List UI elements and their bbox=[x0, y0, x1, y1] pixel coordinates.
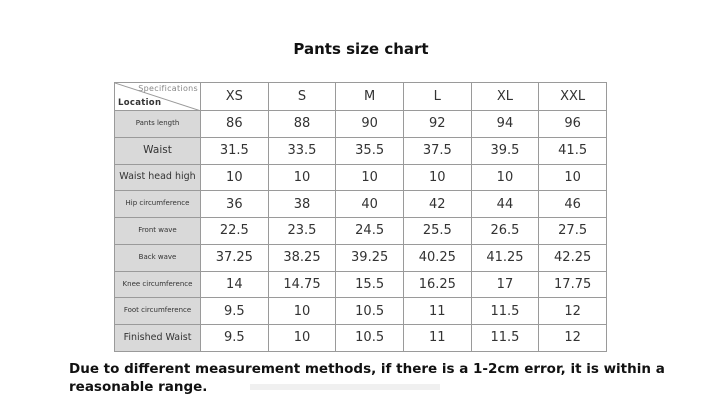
table-cell: 35.5 bbox=[336, 137, 404, 164]
table-cell: 31.5 bbox=[201, 137, 269, 164]
table-cell: 36 bbox=[201, 191, 269, 218]
table-cell: 17.75 bbox=[539, 271, 607, 298]
table-cell: 10 bbox=[403, 164, 471, 191]
table-cell: 39.25 bbox=[336, 244, 404, 271]
table-cell: 42.25 bbox=[539, 244, 607, 271]
table-row bbox=[115, 111, 607, 138]
table-cell: 38 bbox=[268, 191, 336, 218]
table-cell: 11 bbox=[403, 298, 471, 325]
table-cell: 39.5 bbox=[471, 137, 539, 164]
table-cell: 24.5 bbox=[336, 218, 404, 245]
table-cell: 14 bbox=[201, 271, 269, 298]
size-header-l: L bbox=[403, 83, 471, 111]
table-cell: 17 bbox=[471, 271, 539, 298]
row-label-front-wave: Front wave bbox=[115, 218, 201, 245]
table-cell: 96 bbox=[539, 111, 607, 138]
table-cell: 37.5 bbox=[403, 137, 471, 164]
table-cell: 40 bbox=[336, 191, 404, 218]
corner-cell bbox=[115, 83, 201, 111]
table-cell: 11.5 bbox=[471, 325, 539, 352]
row-label-waist: Waist bbox=[115, 137, 201, 164]
table-cell: 10 bbox=[201, 164, 269, 191]
table-cell: 27.5 bbox=[539, 218, 607, 245]
size-table bbox=[114, 82, 607, 352]
table-cell: 10 bbox=[268, 325, 336, 352]
row-label-pants-length: Pants length bbox=[115, 111, 201, 138]
table-cell: 94 bbox=[471, 111, 539, 138]
table-cell: 44 bbox=[471, 191, 539, 218]
table-row bbox=[115, 298, 607, 325]
table-cell: 15.5 bbox=[336, 271, 404, 298]
table-row bbox=[115, 244, 607, 271]
table-cell: 23.5 bbox=[268, 218, 336, 245]
table-cell: 41.25 bbox=[471, 244, 539, 271]
table-cell: 10 bbox=[268, 164, 336, 191]
table-cell: 14.75 bbox=[268, 271, 336, 298]
table-cell: 46 bbox=[539, 191, 607, 218]
table-cell: 10 bbox=[336, 164, 404, 191]
table-cell: 33.5 bbox=[268, 137, 336, 164]
size-header-s: S bbox=[268, 83, 336, 111]
table-cell: 11.5 bbox=[471, 298, 539, 325]
table-cell: 9.5 bbox=[201, 325, 269, 352]
chart-title: Pants size chart bbox=[293, 40, 429, 58]
table-cell: 25.5 bbox=[403, 218, 471, 245]
table-cell: 40.25 bbox=[403, 244, 471, 271]
table-cell: 90 bbox=[336, 111, 404, 138]
table-cell: 38.25 bbox=[268, 244, 336, 271]
table-row bbox=[115, 137, 607, 164]
table-cell: 22.5 bbox=[201, 218, 269, 245]
row-label-finished-waist: Finished Waist bbox=[115, 325, 201, 352]
table-cell: 10 bbox=[471, 164, 539, 191]
table-cell: 37.25 bbox=[201, 244, 269, 271]
table-cell: 11 bbox=[403, 325, 471, 352]
table-row bbox=[115, 218, 607, 245]
table-cell: 88 bbox=[268, 111, 336, 138]
table-cell: 12 bbox=[539, 325, 607, 352]
row-label-back-wave: Back wave bbox=[115, 244, 201, 271]
table-cell: 10.5 bbox=[336, 325, 404, 352]
size-header-xs: XS bbox=[201, 83, 269, 111]
table-row bbox=[115, 325, 607, 352]
size-header-xl: XL bbox=[471, 83, 539, 111]
measurement-note: Due to different measurement methods, if there is a 1-2cm error, it is within a reasonable range. bbox=[69, 361, 665, 395]
size-header-m: M bbox=[336, 83, 404, 111]
table-cell: 92 bbox=[403, 111, 471, 138]
row-label-waist-head-high: Waist head high bbox=[115, 164, 201, 191]
row-label-hip-circumference: Hip circumference bbox=[115, 191, 201, 218]
table-cell: 41.5 bbox=[539, 137, 607, 164]
table-row bbox=[115, 271, 607, 298]
table-cell: 12 bbox=[539, 298, 607, 325]
header-row bbox=[115, 83, 607, 111]
table-cell: 9.5 bbox=[201, 298, 269, 325]
corner-location-label: Location bbox=[118, 98, 162, 108]
corner-specifications-label: Specifications bbox=[138, 84, 198, 93]
row-label-knee-circumference: Knee circumference bbox=[115, 271, 201, 298]
table-cell: 26.5 bbox=[471, 218, 539, 245]
table-cell: 86 bbox=[201, 111, 269, 138]
table-cell: 10 bbox=[539, 164, 607, 191]
table-row bbox=[115, 191, 607, 218]
table-row bbox=[115, 164, 607, 191]
table-cell: 10.5 bbox=[336, 298, 404, 325]
table-cell: 10 bbox=[268, 298, 336, 325]
table-cell: 16.25 bbox=[403, 271, 471, 298]
table-cell: 42 bbox=[403, 191, 471, 218]
row-label-foot-circumference: Foot circumference bbox=[115, 298, 201, 325]
size-header-xxl: XXL bbox=[539, 83, 607, 111]
